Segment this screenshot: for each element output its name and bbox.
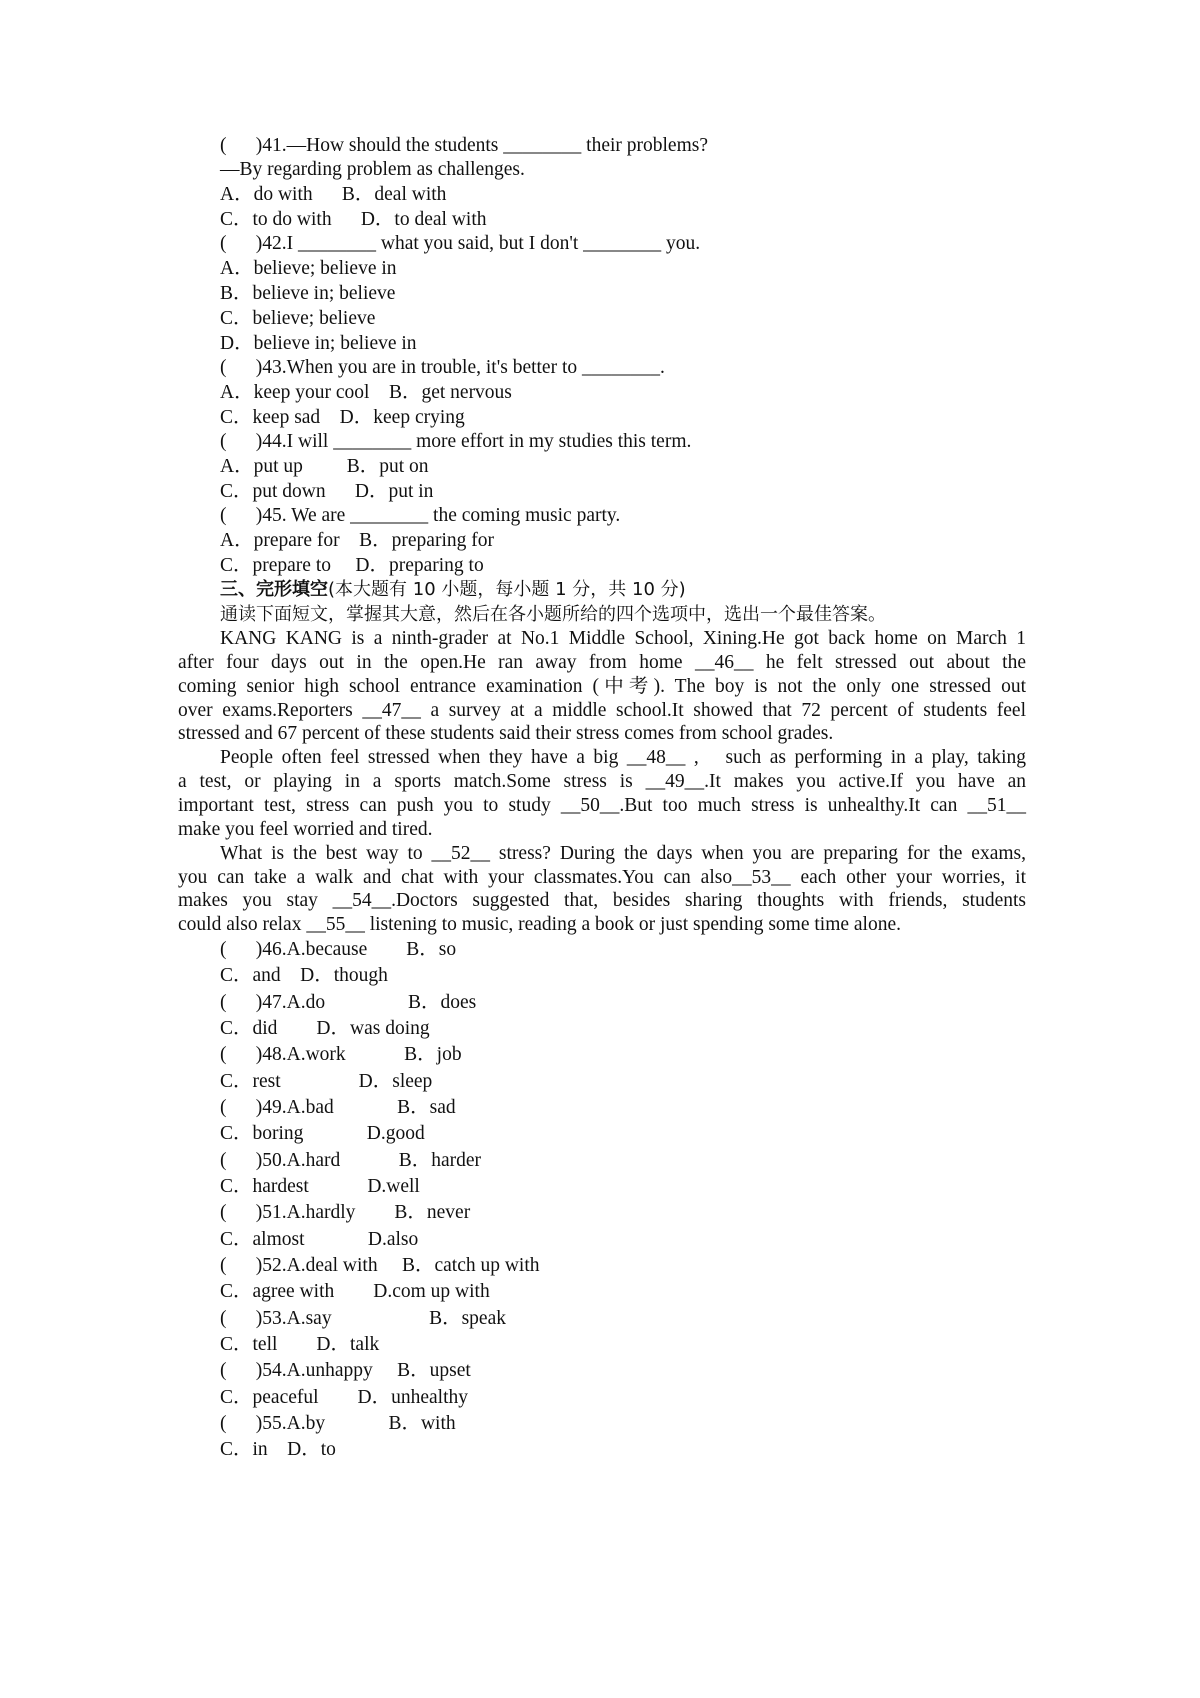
question-42-stem: ( )42.I ________ what you said, but I don't ________ you.: [220, 233, 701, 254]
cloze-55-stem: ( )55.A.by B．with: [220, 1413, 456, 1434]
question-44-stem: ( )44.I will ________ more effort in my studies this term.: [220, 431, 692, 452]
question-41-options-ab: A．do with B．deal with: [220, 184, 447, 205]
passage-line: coming senior high school entrance examination (中考). The boy is not the only one stressed out: [178, 676, 1026, 697]
cloze-55-options: C．in D．to: [220, 1439, 336, 1460]
passage-line: People often feel stressed when they have a big __48__ , such as performing in a play, taking: [220, 747, 1026, 768]
question-43-options-cd: C．keep sad D．keep crying: [220, 407, 465, 428]
question-42-option-d: D．believe in; believe in: [220, 333, 417, 354]
section-3-heading: [220, 578, 686, 602]
cloze-52-stem: ( )52.A.deal with B．catch up with: [220, 1255, 540, 1276]
question-42-option-b: B．believe in; believe: [220, 283, 396, 304]
cloze-46-stem: ( )46.A.because B．so: [220, 939, 457, 960]
passage-line: makes you stay __54__.Doctors suggested that, besides sharing thoughts with friends, students: [178, 890, 1026, 911]
passage-line: a test, or playing in a sports match.Some stress is __49__.It makes you active.If you have an: [178, 771, 1026, 792]
cloze-47-options: C．did D．was doing: [220, 1018, 430, 1039]
question-44-options-cd: C．put down D．put in: [220, 481, 434, 502]
passage-line: you can take a walk and chat with your classmates.You can also__53__ each other your worries, it: [178, 867, 1026, 888]
question-45-options-cd: C．prepare to D．preparing to: [220, 555, 484, 576]
question-41-options-cd: C．to do with D．to deal with: [220, 209, 487, 230]
question-41-stem: ( )41.—How should the students ________ their problems?: [220, 135, 708, 156]
question-41-answer-line: —By regarding problem as challenges.: [220, 159, 525, 180]
passage-line: KANG KANG is a ninth-grader at No.1 Middle School, Xining.He got back home on March 1: [220, 628, 1026, 649]
question-44-options-ab: A．put up B．put on: [220, 456, 429, 477]
passage-line: stressed and 67 percent of these students said their stress comes from school grades.: [178, 723, 834, 744]
cloze-53-options: C．tell D．talk: [220, 1334, 380, 1355]
cloze-53-stem: ( )53.A.say B．speak: [220, 1308, 506, 1329]
cloze-51-stem: ( )51.A.hardly B．never: [220, 1202, 471, 1223]
cloze-54-options: C．peaceful D．unhealthy: [220, 1387, 469, 1408]
cloze-52-options: C．agree with D.com up with: [220, 1281, 490, 1302]
question-45-options-ab: A．prepare for B．preparing for: [220, 530, 494, 551]
passage-line: could also relax __55__ listening to music, reading a book or just spending some time alone.: [178, 914, 901, 935]
cloze-49-stem: ( )49.A.bad B．sad: [220, 1097, 456, 1118]
passage-line: make you feel worried and tired.: [178, 819, 433, 840]
cloze-48-stem: ( )48.A.work B．job: [220, 1044, 462, 1065]
cloze-50-options: C．hardest D.well: [220, 1176, 420, 1197]
cloze-50-stem: ( )50.A.hard B．harder: [220, 1150, 482, 1171]
cloze-46-options: C．and D．though: [220, 965, 388, 986]
cloze-49-options: C．boring D.good: [220, 1123, 425, 1144]
question-43-options-ab: A．keep your cool B．get nervous: [220, 382, 512, 403]
question-45-stem: ( )45. We are ________ the coming music party.: [220, 505, 621, 526]
passage-line: What is the best way to __52__ stress? During the days when you are preparing for the exams,: [220, 843, 1026, 864]
section-3-note: (本大题有 10 小题，每小题 1 分，共 10 分): [328, 579, 686, 600]
cloze-47-stem: ( )47.A.do B．does: [220, 992, 477, 1013]
question-42-option-a: A．believe; believe in: [220, 258, 397, 279]
question-43-stem: ( )43.When you are in trouble, it's better to ________.: [220, 357, 665, 378]
question-42-option-c: C．believe; believe: [220, 308, 376, 329]
cloze-48-options: C．rest D．sleep: [220, 1071, 433, 1092]
cloze-54-stem: ( )54.A.unhappy B．upset: [220, 1360, 471, 1381]
passage-line: after four days out in the open.He ran away from home __46__ he felt stressed out about the: [178, 652, 1026, 673]
passage-line: over exams.Reporters __47__ a survey at a middle school.It showed that 72 percent of students feel: [178, 700, 1026, 721]
cloze-51-options: C．almost D.also: [220, 1229, 419, 1250]
section-3-title: 三、完形填空: [220, 579, 328, 600]
passage-line: important test, stress can push you to study __50__.But too much stress is unhealthy.It can __51__: [178, 795, 1026, 816]
section-3-instruction: 通读下面短文，掌握其大意，然后在各小题所给的四个选项中，选出一个最佳答案。: [220, 604, 886, 625]
